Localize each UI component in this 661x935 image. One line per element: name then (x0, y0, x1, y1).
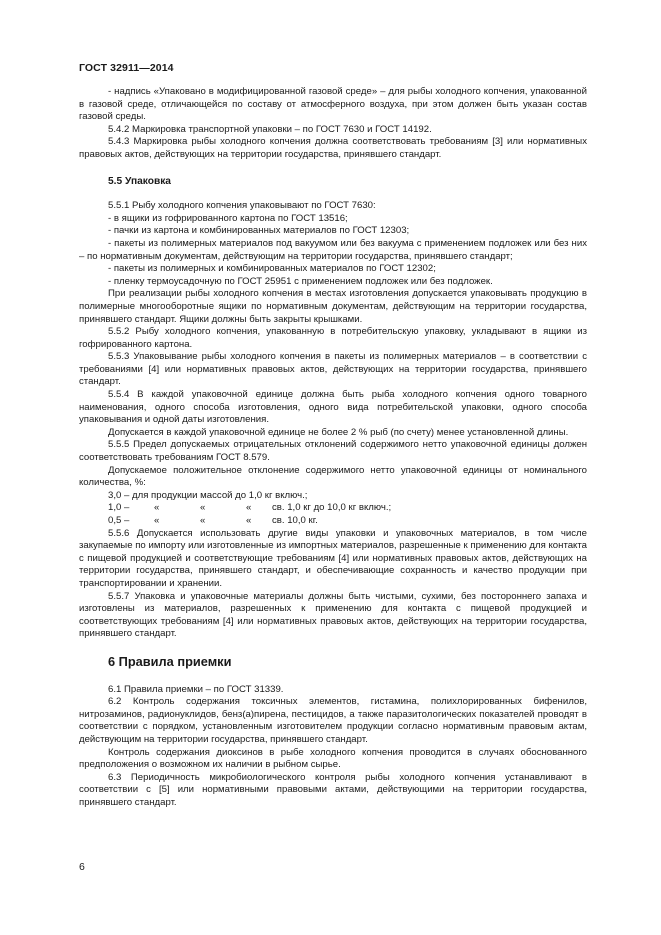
paragraph-5-5-1: 5.5.1 Рыбу холодного копчения упаковывают по ГОСТ 7630: (108, 200, 376, 212)
ditto-mark: « (246, 515, 252, 526)
paragraph-positive-deviation: Допускаемое положительное отклонение содержимого нетто упаковочной единицы от номинального количества, %: (79, 464, 587, 489)
paragraph-5-5-6: 5.5.6 Допускается использовать другие виды упаковки и упаковочных материалов, в том числе закупаемые по импорту или изготовленные из импортных материалов, разрешенные к применению для контакта с пищевой продукцией и соответствующие требованиям [4] или нормативных правовых актов, действующих на территории государства, принявшего стандарт, и обеспечивающие сохранность и качество продукции при транспортировании и хранении. (79, 527, 587, 589)
document-header: ГОСТ 32911—2014 (79, 62, 174, 74)
tolerance-value: 0,5 – (108, 515, 130, 526)
paragraph-6-1: 6.1 Правила приемки – по ГОСТ 31339. (108, 683, 284, 695)
ditto-mark: « (200, 515, 206, 526)
ditto-mark: « (200, 502, 206, 514)
paragraph-label-note: - надпись «Упаковано в модифицированной газовой среде» – для рыбы холодного копчения, упакованной в газовой среде, отличающейся по составу от атмосферного воздуха, при этом должен быть указан состав газовой среды. (79, 86, 587, 123)
tolerance-row-text: 3,0 – для продукции массой до 1,0 кг включ.; (108, 489, 308, 501)
paragraph-5-4-2: 5.4.2 Маркировка транспортной упаковки – по ГОСТ 7630 и ГОСТ 14192. (108, 123, 432, 135)
paragraph-6-3: 6.3 Периодичность микробиологического контроля рыбы холодного копчения устанавливают в соответствии с [5] или нормативными правовыми актами, действующими на территории государства, принявшего стандарт. (79, 771, 587, 808)
paragraph-5-5-5: 5.5.5 Предел допускаемых отрицательных отклонений содержимого нетто упаковочной единицы должен соответствовать требованиям ГОСТ 8.579. (79, 439, 587, 464)
paragraph-reusable-boxes: При реализации рыбы холодного копчения в местах изготовления допускается упаковывать продукцию в полимерные многооборотные ящики по нормативным документам, действующим на территории государства, принявшего стандарт. Ящики должны быть закрыты крышками. (79, 288, 587, 325)
paragraph-5-5-7: 5.5.7 Упаковка и упаковочные материалы должны быть чистыми, сухими, без постороннего запаха и изготовлены из материалов, разрешенных к применению для контакта с пищевой продукцией и соответствующих требованиям [4] или нормативных правовых актов, действующих на территории государства, принявшего стандарт. (79, 590, 587, 640)
ditto-mark: « (154, 515, 160, 526)
paragraph-dioxins: Контроль содержания диоксинов в рыбе холодного копчения проводится в случаях обоснованного предположения о возможном их наличии в рыбном сырье. (79, 746, 587, 771)
tolerance-value: 1,0 – (108, 502, 130, 514)
tolerance-range: св. 1,0 кг до 10,0 кг включ.; (272, 502, 392, 514)
paragraph-6-2: 6.2 Контроль содержания токсичных элементов, гистамина, полихлорированных бифенилов, нитрозаминов, радионуклидов, бенз(а)пирена, пестицидов, а также паразитологических показателей проводят в соответствии с порядком, установленным изготовителем продукции согласно нормативным правовым актам, действующим на территории государства, принявшего стандарт. (79, 696, 587, 745)
list-item-box: - в ящики из гофрированного картона по ГОСТ 13516; (108, 212, 348, 224)
tolerance-row (108, 490, 587, 503)
paragraph-length-tolerance: Допускается в каждой упаковочной единице не более 2 % рыб (по счету) менее установленной длины. (108, 426, 569, 438)
ditto-mark: « (246, 502, 252, 514)
list-item-polymer-bags: - пакеты из полимерных материалов под вакуумом или без вакуума с применением подложек или без них – по нормативным документам, действующим на территории государства, принявшего стандарт; (79, 237, 587, 262)
list-item-combined-bags: - пакеты из полимерных и комбинированных материалов по ГОСТ 12302; (108, 263, 436, 275)
paragraph-5-5-4: 5.5.4 В каждой упаковочной единице должна быть рыба холодного копчения одного товарного наименования, одного способа изготовления, одного вида потребительской упаковки, одного способа упаковывания и одной даты изготовления. (79, 389, 587, 426)
list-item-shrink-film: - пленку термоусадочную по ГОСТ 25951 с применением подложек или без подложек. (108, 275, 493, 287)
tolerance-row (108, 515, 587, 528)
section-heading-6: 6 Правила приемки (108, 653, 232, 669)
tolerance-range: св. 10,0 кг. (272, 515, 318, 526)
list-item-packs: - пачки из картона и комбинированных материалов по ГОСТ 12303; (108, 225, 410, 237)
ditto-mark: « (154, 502, 160, 514)
paragraph-5-5-3: 5.5.3 Упаковывание рыбы холодного копчения в пакеты из полимерных материалов – в соответствии с требованиями [4] или нормативных правовых актов, действующих на территории государства, принявшего стандарт. (79, 351, 587, 388)
tolerance-row (108, 502, 587, 515)
paragraph-5-4-3: 5.4.3 Маркировка рыбы холодного копчения должна соответствовать требованиям [3] или нормативных правовых актов, действующих на территории государства, принявшего стандарт. (79, 136, 587, 160)
section-heading-5-5: 5.5 Упаковка (108, 175, 171, 187)
page-number: 6 (79, 861, 85, 873)
document-body (79, 86, 587, 809)
paragraph-5-5-2: 5.5.2 Рыбу холодного копчения, упакованную в потребительскую упаковку, укладывают в ящики из гофрированного картона. (79, 326, 587, 350)
